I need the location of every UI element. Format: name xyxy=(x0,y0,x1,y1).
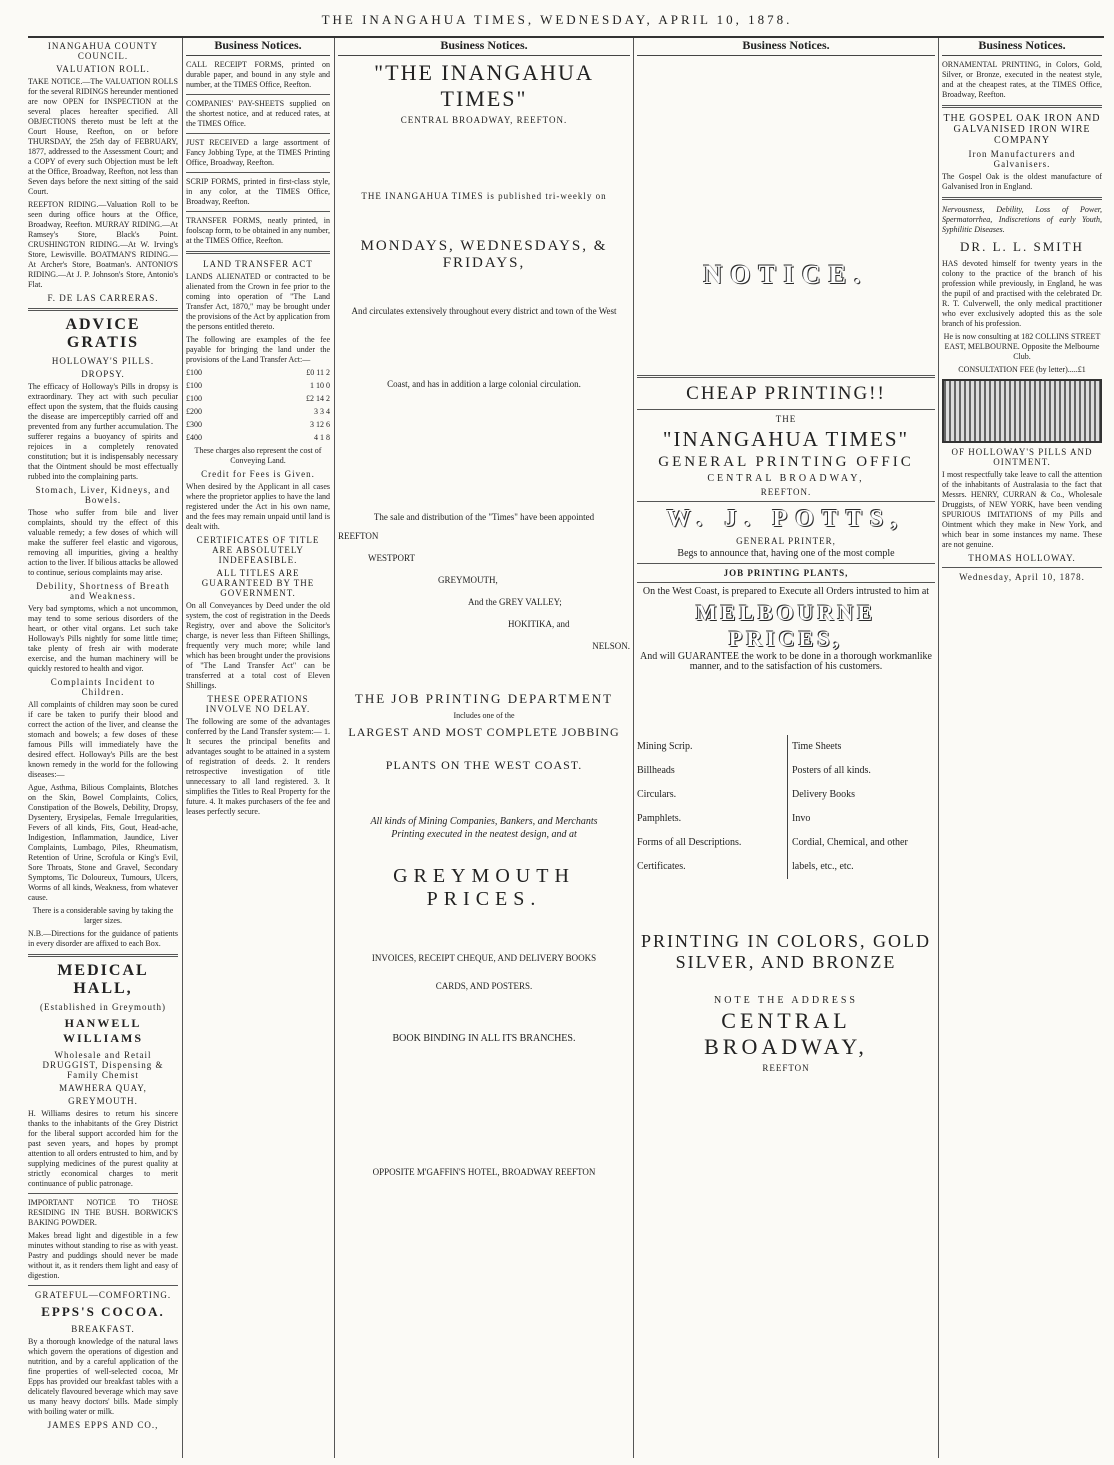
hanwell-heading: HANWELL WILLIAMS xyxy=(62,1016,143,1045)
cards-line: CARDS, AND POSTERS. xyxy=(435,981,533,991)
greymouth-prices: GREYMOUTH PRICES. xyxy=(393,865,575,910)
list-item: Circulars. xyxy=(637,789,677,800)
column-heading: Business Notices. xyxy=(942,38,1102,56)
the-line: THE xyxy=(775,414,797,424)
includes-note: Includes one of the xyxy=(453,711,515,720)
work-list-left xyxy=(637,735,787,879)
column-divider xyxy=(938,38,939,1458)
column-5 xyxy=(942,38,1102,1458)
coast-note: Coast, and has in addition a large colonial circulation. xyxy=(387,379,581,389)
masthead: THE INANGAHUA TIMES, WEDNESDAY, APRIL 10, 1878. xyxy=(321,12,793,27)
credit-heading: Credit for Fees is Given. xyxy=(201,469,315,479)
divider xyxy=(186,251,330,254)
divider xyxy=(186,133,330,134)
work-list xyxy=(637,735,935,879)
column-heading: Business Notices. xyxy=(637,38,935,56)
fees-table xyxy=(186,368,330,443)
holloway-heading: OF HOLLOWAY'S PILLS AND OINTMENT. xyxy=(951,447,1093,467)
cocoa-text: By a thorough knowledge of the natural laws which govern the operations of digestion and nutrition, and by a careful application of the fine properties of well-selected cocoa, Mr Epps has provided our breakfast tables with a delicately flavoured beverage which may save us many heavy doctors' bills. Made simply with boiling water or milk. xyxy=(28,1337,178,1416)
guaranteed-heading: ALL TITLES ARE GUARANTEED BY THE GOVERNMENT. xyxy=(201,568,315,598)
begs-line: Begs to announce that, having one of the most comple xyxy=(677,548,895,559)
plants-line: PLANTS ON THE WEST COAST. xyxy=(385,758,583,772)
all-kinds-line: All kinds of Mining Companies, Bankers, and Merchants xyxy=(370,816,598,827)
note-address: NOTE THE ADDRESS xyxy=(714,995,858,1006)
notice-heading: NOTICE. xyxy=(703,260,869,289)
plants-line: JOB PRINTING PLANTS, xyxy=(723,568,849,578)
holloway-banner-image xyxy=(942,379,1102,443)
cheap-printing: CHEAP PRINTING!! xyxy=(686,383,886,404)
important-text: Makes bread light and digestible in a few minutes without standing to rise as with yeast. Pastry and puddings should never be made without it, as it renders them light and easy of digestion. xyxy=(28,1231,178,1280)
list-item: Cordial, Chemical, and other xyxy=(792,837,908,848)
column-heading: Business Notices. xyxy=(186,38,330,56)
broadway-line: CENTRAL BROADWAY, xyxy=(707,473,865,484)
town-item: WESTPORT xyxy=(368,553,415,563)
west-coast-line: On the West Coast, is prepared to Execute all Orders intrusted to him at xyxy=(642,586,930,597)
list-item: labels, etc., etc. xyxy=(792,861,854,872)
gospel-subheading: Iron Manufacturers and Galvanisers. xyxy=(968,149,1076,169)
list-item: Forms of all Descriptions. xyxy=(637,837,742,848)
divider xyxy=(637,582,935,583)
list-item: Invo xyxy=(792,813,811,824)
divider xyxy=(942,105,1102,108)
divider xyxy=(28,1193,178,1194)
divider xyxy=(186,172,330,173)
holloway-text: The efficacy of Holloway's Pills in dropsy is extraordinary. They act with such peculiar effect upon the system, that the fluids causing the disease are imperceptibly carried off and prevented from any further accumulation. The sufferer regains a buoyancy of spirits and rejoices in a completely renovated constitution; but it is indispensably necessary that the Ointment should be most effectually rubbed into the complaining parts. xyxy=(28,382,178,481)
divider xyxy=(186,211,330,212)
list-item: Certificates. xyxy=(637,861,686,872)
list-item: Posters of all kinds. xyxy=(792,765,871,776)
divider xyxy=(28,308,178,311)
invoices-line: INVOICES, RECEIPT CHEQUE, AND DELIVERY BOOKS xyxy=(371,953,597,963)
cocoa-header: GRATEFUL—COMFORTING. xyxy=(34,1290,172,1300)
paper-address: CENTRAL BROADWAY, REEFTON. xyxy=(400,115,568,125)
established-note: (Established in Greymouth) xyxy=(40,1002,166,1012)
town-item: NELSON. xyxy=(592,641,630,651)
divider xyxy=(186,94,330,95)
divider xyxy=(942,197,1102,200)
fee-row: £200 3 3 4 xyxy=(186,407,330,416)
reefton-line: REEFTON. xyxy=(760,487,812,497)
receipt-notice: CALL RECEIPT FORMS, printed on durable paper, and bound in any style and number, at the TIMES Office, Reefton. xyxy=(186,60,330,89)
column-divider xyxy=(633,38,634,1458)
sale-note: The sale and distribution of the "Times" have been appointed xyxy=(373,512,595,522)
quay-line: MAWHERA QUAY, xyxy=(59,1083,147,1093)
towns-list xyxy=(338,525,630,657)
publication-days: MONDAYS, WEDNESDAYS, & FRIDAYS, xyxy=(360,238,608,271)
important-notice: IMPORTANT NOTICE TO THOSE RESIDING IN THE BUSH. BORWICK'S BAKING POWDER. xyxy=(28,1198,178,1227)
scrip-notice: SCRIP FORMS, printed in first-class style, in any color, at the TIMES Office, Broadway, Reefton. xyxy=(186,177,330,206)
druggist-line: Wholesale and Retail DRUGGIST, Dispensing & Family Chemist xyxy=(42,1050,164,1080)
central-broadway: CENTRAL BROADWAY, xyxy=(704,1008,868,1059)
certificates-heading: CERTIFICATES OF TITLE ARE ABSOLUTELY INDEFEASIBLE. xyxy=(196,535,320,565)
smith-text: HAS devoted himself for twenty years in the colony to the practice of the branch of his profession while previously, in England, he was the pupil of and practised with the celebrated Dr. R. T. Culverwell, the only medical practitioner who ever exclusively adopted this as the sole branch of his profession. xyxy=(942,259,1102,328)
medical-hall-heading: MEDICAL HALL, xyxy=(57,962,149,997)
issue-date: Wednesday, April 10, 1878. xyxy=(959,572,1085,582)
paysheets-notice: COMPANIES' PAY-SHEETS supplied on the shortest notice, and at reduced rates, at the TIMES Office. xyxy=(186,99,330,128)
holloway-text: I most respectfully take leave to call the attention of the inhabitants of Australasia to the fact that Messrs. HENRY, CURRAN & Co., Wholesale Druggists, of NEW YORK, have been vending SPURIOUS IMITATIONS of my Pills and Ointment which they make in New York, and which bear in some instances my name. These are not genuine. xyxy=(942,470,1102,549)
list-item: Billheads xyxy=(637,765,675,776)
printing-line: Printing executed in the neatest design, and at xyxy=(391,829,577,840)
children-heading: Complaints Incident to Children. xyxy=(50,677,156,697)
column-4 xyxy=(637,38,935,1458)
signature: F. DE LAS CARRERAS. xyxy=(47,293,159,303)
printer-line: GENERAL PRINTER, xyxy=(736,536,836,546)
paper-title: "THE INANGAHUA TIMES" xyxy=(374,60,594,111)
town-item: And the GREY VALLEY; xyxy=(468,597,562,607)
operations-heading: THESE OPERATIONS INVOLVE NO DELAY. xyxy=(205,694,311,714)
work-list-right xyxy=(787,735,932,879)
land-text: LANDS ALIENATED or contracted to be alienated from the Crown in fee prior to the coming into operation of "The Land Transfer Act, 1870," may be brought under the provisions of the Act by application from the persons entitled thereto. xyxy=(186,272,330,331)
stomach-text: Those who suffer from bile and liver complaints, should try the effect of this valuable remedy; a few doses of which will make the sufferer feel elastic and vigorous, removing all impurities, giving a healthy action to the liver. If bilious attacks be allowed to continue, serious complaints may arise. xyxy=(28,508,178,577)
list-item: Pamphlets. xyxy=(637,813,682,824)
council-heading: INANGAHUA COUNTY COUNCIL. xyxy=(47,41,159,61)
reefton-footer: REEFTON xyxy=(762,1063,810,1073)
valuation-roll-heading: VALUATION ROLL. xyxy=(56,64,150,74)
column-heading: Business Notices. xyxy=(338,38,630,56)
cocoa-heading: EPPS'S COCOA. xyxy=(41,1304,165,1319)
valuation-notice: TAKE NOTICE.—The VALUATION ROLLS for the several RIDINGS hereunder mentioned are now OPEN for INSPECTION at the several places hereafter specified. All OBJECTIONS thereto must be left at the Court House, Reefton, on or before THURSDAY, the 25th day of FEBRUARY, 1877, addressed to the Assessment Court; and a COPY of every such Objection must be left at the Office, Broadway, Reefton, not less than Seven days before the next sitting of the said Court. xyxy=(28,77,178,196)
list-item: Delivery Books xyxy=(792,789,856,800)
epps-signature: JAMES EPPS AND CO., xyxy=(47,1420,159,1430)
column-2 xyxy=(186,38,330,1458)
holloway-pills-heading: HOLLOWAY'S PILLS. xyxy=(51,356,155,366)
circulation-note: And circulates extensively throughout every district and town of the West xyxy=(351,306,617,316)
fee-row: £100 £2 14 2 xyxy=(186,394,330,403)
transfer-notice: TRANSFER FORMS, neatly printed, in foolscap form, to be obtained in any number, at the TIMES Office, Reefton. xyxy=(186,216,330,245)
hanwell-text: H. Williams desires to return his sincere thanks to the inhabitants of the Grey District for the liberal support accorded him for the past seven years, and hopes by prompt attention to all orders entrusted to him, and by supplying medicines of the purest quality at strictly economical charges to merit continuance of public patronage. xyxy=(28,1109,178,1188)
children-text: All complaints of children may soon be cured if care be taken to purify their blood and correct the action of the liver, and cleanse the stomach and bowels; a few doses of these famous Pills will immediately have the desired effect. Holloway's Pills are the best known remedy in the world for the following diseases:— xyxy=(28,700,178,779)
holloway-signature: THOMAS HOLLOWAY. xyxy=(968,553,1076,563)
divider xyxy=(637,563,935,564)
smith-heading: DR. L. L. SMITH xyxy=(960,239,1084,254)
column-1 xyxy=(28,38,178,1458)
divider xyxy=(942,567,1102,568)
ornamental-notice: ORNAMENTAL PRINTING, in Colors, Gold, Silver, or Bronze, executed in the neatest style, and at the cheapest rates, at the TIMES Office, Broadway, Reefton. xyxy=(942,60,1102,99)
printing-office: GENERAL PRINTING OFFIC xyxy=(658,454,914,470)
guarantee-line: And will GUARANTEE the work to be done in a thorough workmanlike manner, and to the satisfaction of his customers. xyxy=(640,651,932,672)
largest-line: LARGEST AND MOST COMPLETE JOBBING xyxy=(348,725,620,739)
consultation-fee: CONSULTATION FEE (by letter).....£1 xyxy=(958,365,1086,374)
guaranteed-text: On all Conveyances by Deed under the old system, the cost of registration in the Deeds Registry, over and above the Solicitor's charge, is never less than Fifteen Shillings, frequently very much more; while land which has been brought under the provisions of "The Land Transfer Act" can be transferred at a total cost of Eleven Shillings. xyxy=(186,601,330,690)
list-item: Time Sheets xyxy=(792,741,842,752)
ridings-text: REEFTON RIDING.—Valuation Roll to be seen during office hours at the Office, Broadway, Reefton. MURRAY RIDING.—At Ramsey's Store, Black's Point. CRUSHINGTON RIDING.—At W. Irving's Store, Lewisville. BOATMAN'S RIDING.—At Archer's Store, Boatman's. ANTONIO'S RIDING.—At J. P. Johnson's Store, Antonio's Flat. xyxy=(28,200,178,289)
footer-address: OPPOSITE M'GAFFIN'S HOTEL, BROADWAY REEFTON xyxy=(372,1167,596,1177)
column-divider xyxy=(334,38,335,1458)
times-title: "INANGAHUA TIMES" xyxy=(662,427,910,451)
list-item: Mining Scrip. xyxy=(637,741,693,752)
job-dept-heading: THE JOB PRINTING DEPARTMENT xyxy=(354,691,614,706)
column-3 xyxy=(338,38,630,1458)
divider xyxy=(637,375,935,378)
diseases-list: Ague, Asthma, Bilious Complaints, Blotches on the Skin, Bowel Complaints, Colics, Constipation of the Bowels, Debility, Dropsy, Dysentery, Erysipelas, Female Irregularities, Fevers of all kinds, Fits, Gout, Head-ache, Indigestion, Inflammation, Jaundice, Liver Complaints, Lumbago, Piles, Rheumatism, Retention of Urine, Scrofula or King's Evil, Sore Throats, Stone and Gravel, Secondary Symptoms, Tic Doloureux, Tumours, Ulcers, Worms of all kinds, Weakness, from whatever cause. xyxy=(28,783,178,902)
fees-intro: The following are examples of the fee payable for bringing the land under the provisions of the Land Transfer Act:— xyxy=(186,335,330,364)
stomach-heading: Stomach, Liver, Kidneys, and Bowels. xyxy=(35,485,171,505)
gospel-text: The Gospel Oak is the oldest manufacture of Galvanised Iron in England. xyxy=(942,172,1102,191)
nervousness-notice: Nervousness, Debility, Loss of Power, Spermatorrhea, Indiscretions of early Youth, Syphilitic Diseases. xyxy=(942,205,1102,234)
consulting-note: He is now consulting at 182 COLLINS STREET EAST, MELBOURNE. Opposite the Melbourne Club. xyxy=(943,332,1101,361)
land-act-heading: LAND TRANSFER ACT xyxy=(203,259,313,269)
published-note: THE INANGAHUA TIMES is published tri-weekly on xyxy=(361,191,607,201)
conveyancing-note: These charges also represent the cost of Conveying Land. xyxy=(194,446,322,465)
operations-text: The following are some of the advantages conferred by the Land Transfer system:— 1. It secures the principal benefits and advantages sought to be attained in a system of registration of deeds. 2. It renders retrospective investigation of title unnecessary to all land registered. 3. It simplifies the Titles to Real Property for the future. 4. It makes purchasers of the fee and leases perfectly secure. xyxy=(186,717,330,816)
town-item: REEFTON xyxy=(338,531,379,541)
directions-note: N.B.—Directions for the guidance of patients in every disorder are affixed to each Box. xyxy=(28,929,178,948)
jobbing-notice: JUST RECEIVED a large assortment of Fancy Jobbing Type, at the TIMES Printing Office, Broadway, Reefton. xyxy=(186,138,330,167)
potts-heading: W. J. POTTS, xyxy=(666,506,906,532)
divider xyxy=(28,1285,178,1286)
divider xyxy=(637,409,935,410)
melbourne-prices: MELBOURNE PRICES, xyxy=(695,600,877,651)
fee-row: £100 1 10 0 xyxy=(186,381,330,390)
colors-heading: PRINTING IN COLORS, GOLD SILVER, AND BRONZE xyxy=(641,931,931,972)
saving-note: There is a considerable saving by taking the larger sizes. xyxy=(32,906,174,925)
debility-text: Very bad symptoms, which a not uncommon, may tend to some serious disorders of the heart, or other vital organs. Let such take Holloway's Pills nightly for some little time; take plenty of fresh air with moderate exercise, and the human machinery will be quickly restored to health and vigor. xyxy=(28,604,178,673)
greymouth-line: GREYMOUTH. xyxy=(68,1096,138,1106)
column-divider xyxy=(182,38,183,1458)
fee-row: £100 £0 11 2 xyxy=(186,368,330,377)
debility-heading: Debility, Shortness of Breath and Weakness. xyxy=(36,581,170,601)
dropsy-heading: DROPSY. xyxy=(81,369,125,379)
fee-row: £300 3 12 6 xyxy=(186,420,330,429)
advice-heading: ADVICE GRATIS xyxy=(65,316,141,351)
gospel-heading: THE GOSPEL OAK IRON AND GALVANISED IRON WIRE COMPANY xyxy=(943,113,1101,146)
divider xyxy=(637,501,935,502)
fee-row: £400 4 1 8 xyxy=(186,433,330,442)
breakfast-heading: BREAKFAST. xyxy=(71,1324,135,1334)
town-item: HOKITIKA, and xyxy=(508,619,570,629)
divider xyxy=(28,954,178,957)
town-item: GREYMOUTH, xyxy=(438,575,498,585)
credit-text: When desired by the Applicant in all cases where the proprietor applies to have the land registered under the Act in his own name, and the fees may remain unpaid until land is dealt with. xyxy=(186,482,330,531)
binding-line: BOOK BINDING IN ALL ITS BRANCHES. xyxy=(392,1033,576,1044)
